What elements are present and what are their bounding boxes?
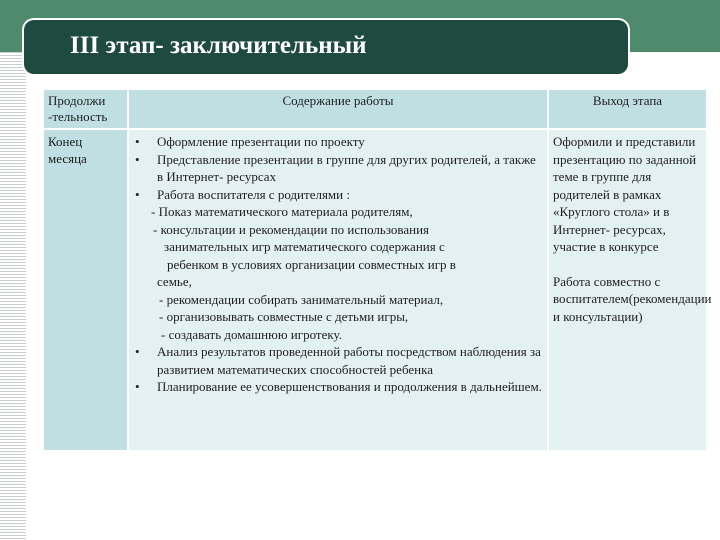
output-text-1: Оформили и представили презентацию по заданной теме в группе для родителей в рамках «Круглого стола» и в Интернет- ресурсах, участие в конкурсе <box>553 134 697 254</box>
header-content-label: Содержание работы <box>282 93 394 108</box>
header-period <box>43 89 128 129</box>
sub-item: - Показ математического материала родителям, <box>151 204 413 219</box>
header-output-label: Выход этапа <box>592 93 663 108</box>
stage-table <box>42 88 712 452</box>
sub-item: занимательных игр математического содержания с <box>164 239 445 254</box>
list-item: • Работа воспитателя с родителями : <box>133 186 543 204</box>
table-row <box>43 129 707 451</box>
sub-item: семье, <box>157 274 192 289</box>
content-list <box>133 133 543 203</box>
output-gap <box>553 256 702 273</box>
header-period-label: Продолжи -тельность <box>48 93 108 124</box>
content-list-after <box>133 343 543 396</box>
period-value: Конец месяца <box>48 134 87 166</box>
sub-item: - организовывать совместные с детьми игры, <box>159 309 409 324</box>
sub-item: - рекомендации собирать занимательный материал, <box>159 291 444 307</box>
header-output <box>548 89 707 129</box>
content-cell <box>128 129 548 451</box>
table-header-row <box>43 89 707 129</box>
output-cell <box>548 129 712 451</box>
title-banner <box>24 20 628 74</box>
sub-item: - консультации и рекомендации по использования <box>153 221 430 237</box>
output-text-2: Работа совместно с воспитателем(рекомендации и консультации) <box>553 273 712 324</box>
slide-title: III этап- заключительный <box>70 32 367 59</box>
list-item: • Оформление презентации по проекту <box>133 133 543 151</box>
list-item: • Представление презентации в группе для других родителей, а также в Интернет- ресурсах <box>133 151 543 186</box>
list-item: • Анализ результатов проведенной работы посредством наблюдения за развитием математических способностей ребенка <box>133 343 543 378</box>
header-content <box>128 89 548 129</box>
decorative-stripes <box>0 52 26 540</box>
list-item: • Планирование ее усовершенствования и продолжения в дальнейшем. <box>133 378 543 396</box>
sub-item: ребенком в условиях организации совместных игр в <box>167 256 456 272</box>
period-cell <box>43 129 128 451</box>
sub-item: - создавать домашнюю игротеку. <box>161 326 342 342</box>
